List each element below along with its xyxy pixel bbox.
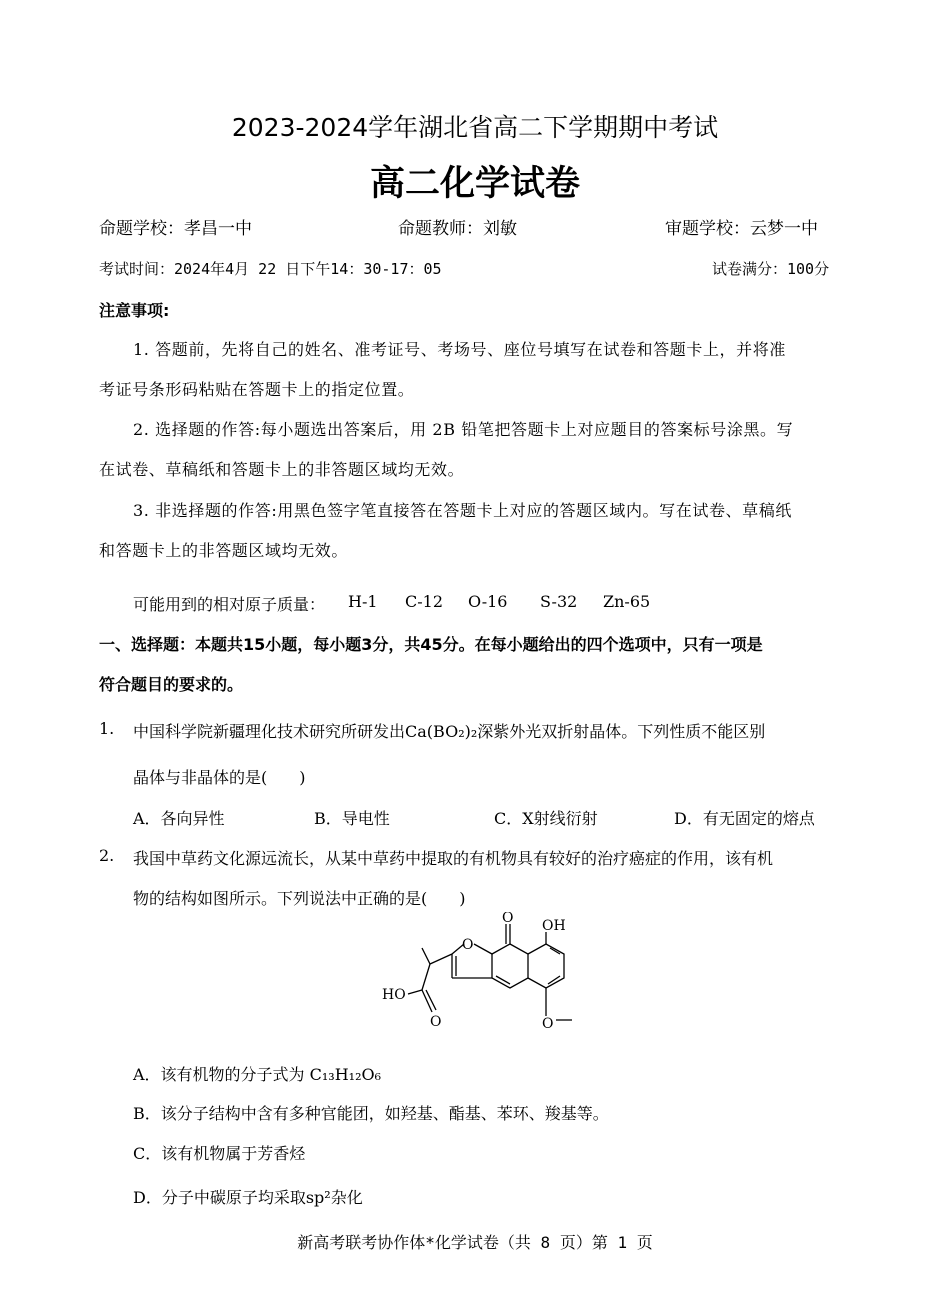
q1-option-d: D．有无固定的熔点	[674, 809, 815, 828]
note-2-line2: 在试卷、草稿纸和答题卡上的非答题区域均无效。	[99, 460, 465, 479]
q1-option-c: C．X射线衍射	[494, 809, 598, 828]
note-3-line2: 和答题卡上的非答题区域均无效。	[99, 541, 349, 560]
atom-oh: OH	[542, 918, 566, 934]
q1-number: 1.	[99, 719, 115, 738]
atom-o-carbonyl: O	[502, 912, 514, 926]
atomic-mass-s: S-32	[540, 592, 578, 611]
page-footer: 新高考联考协作体*化学试卷（共 8 页）第 1 页	[297, 1233, 653, 1252]
note-2-line1: 2. 选择题的作答:每小题选出答案后，用 2B 铅笔把答题卡上对应题目的答案标号涂黑。写	[133, 420, 794, 439]
q1-text-b: 深紫外光双折射晶体。下列性质不能区别	[477, 722, 766, 741]
q2-text-line1: 我国中草药文化源远流长，从某中草药中提取的有机物具有较好的治疗癌症的作用，该有机	[133, 849, 774, 868]
q1-text	[133, 719, 765, 742]
note-1-line1: 1. 答题前，先将自己的姓名、准考证号、考场号、座位号填写在试卷和答题卡上，并将准	[133, 340, 786, 359]
exam-title: 2023-2024学年湖北省高二下学期期中考试	[231, 113, 719, 142]
meta-time: 考试时间：2024年4月 22 日下午14：30-17：05	[99, 260, 442, 278]
atom-o-ring: O	[462, 937, 474, 953]
atomic-mass-o: O-16	[468, 592, 508, 611]
section-1-heading: 一、选择题：本题共15小题，每小题3分，共45分。在每小题给出的四个选项中，只有一项是	[99, 635, 763, 654]
atom-ho-acid: HO	[382, 987, 406, 1003]
q2-option-b: B．该分子结构中含有多种官能团，如羟基、酯基、苯环、羧基等。	[133, 1104, 609, 1123]
atom-o-methoxy: O	[542, 1016, 554, 1032]
atomic-mass-c: C-12	[405, 592, 444, 611]
q2-number: 2.	[99, 846, 115, 865]
q1-option-a: A．各向异性	[133, 809, 225, 828]
q2-option-a: A．该有机物的分子式为 C₁₃H₁₂O₆	[133, 1065, 382, 1084]
q1-option-b: B．导电性	[314, 809, 390, 828]
note-1-line2: 考证号条形码粘贴在答题卡上的指定位置。	[99, 380, 415, 399]
atomic-mass-zn: Zn-65	[603, 592, 651, 611]
meta-full-score: 试卷满分：100分	[712, 260, 830, 278]
molecule-structure-diagram	[360, 912, 590, 1052]
atomic-mass-label: 可能用到的相对原子质量：	[133, 595, 326, 614]
q1-formula: Ca(BO₂)₂	[405, 722, 478, 741]
q2-option-d: D．分子中碳原子均采取sp²杂化	[133, 1188, 363, 1207]
notes-heading: 注意事项:	[99, 301, 170, 320]
section-1-heading-cont: 符合题目的要求的。	[99, 675, 244, 694]
q2-text-line2: 物的结构如图所示。下列说法中正确的是( )	[133, 889, 466, 908]
atom-o-acid: O	[430, 1014, 442, 1030]
q2-option-c: C．该有机物属于芳香烃	[133, 1144, 306, 1163]
q1-text-a: 中国科学院新疆理化技术研究所研发出	[133, 722, 406, 741]
meta-teacher: 命题教师：刘敏	[398, 219, 517, 239]
meta-reviewer: 审题学校：云梦一中	[665, 219, 818, 239]
note-3-line1: 3. 非选择题的作答:用黑色签字笔直接答在答题卡上对应的答题区域内。写在试卷、草稿纸	[133, 501, 792, 520]
q1-text-line2: 晶体与非晶体的是( )	[133, 768, 306, 787]
atomic-mass-h: H-1	[348, 592, 378, 611]
paper-title: 高二化学试卷	[369, 164, 580, 204]
meta-school: 命题学校：孝昌一中	[99, 219, 252, 239]
